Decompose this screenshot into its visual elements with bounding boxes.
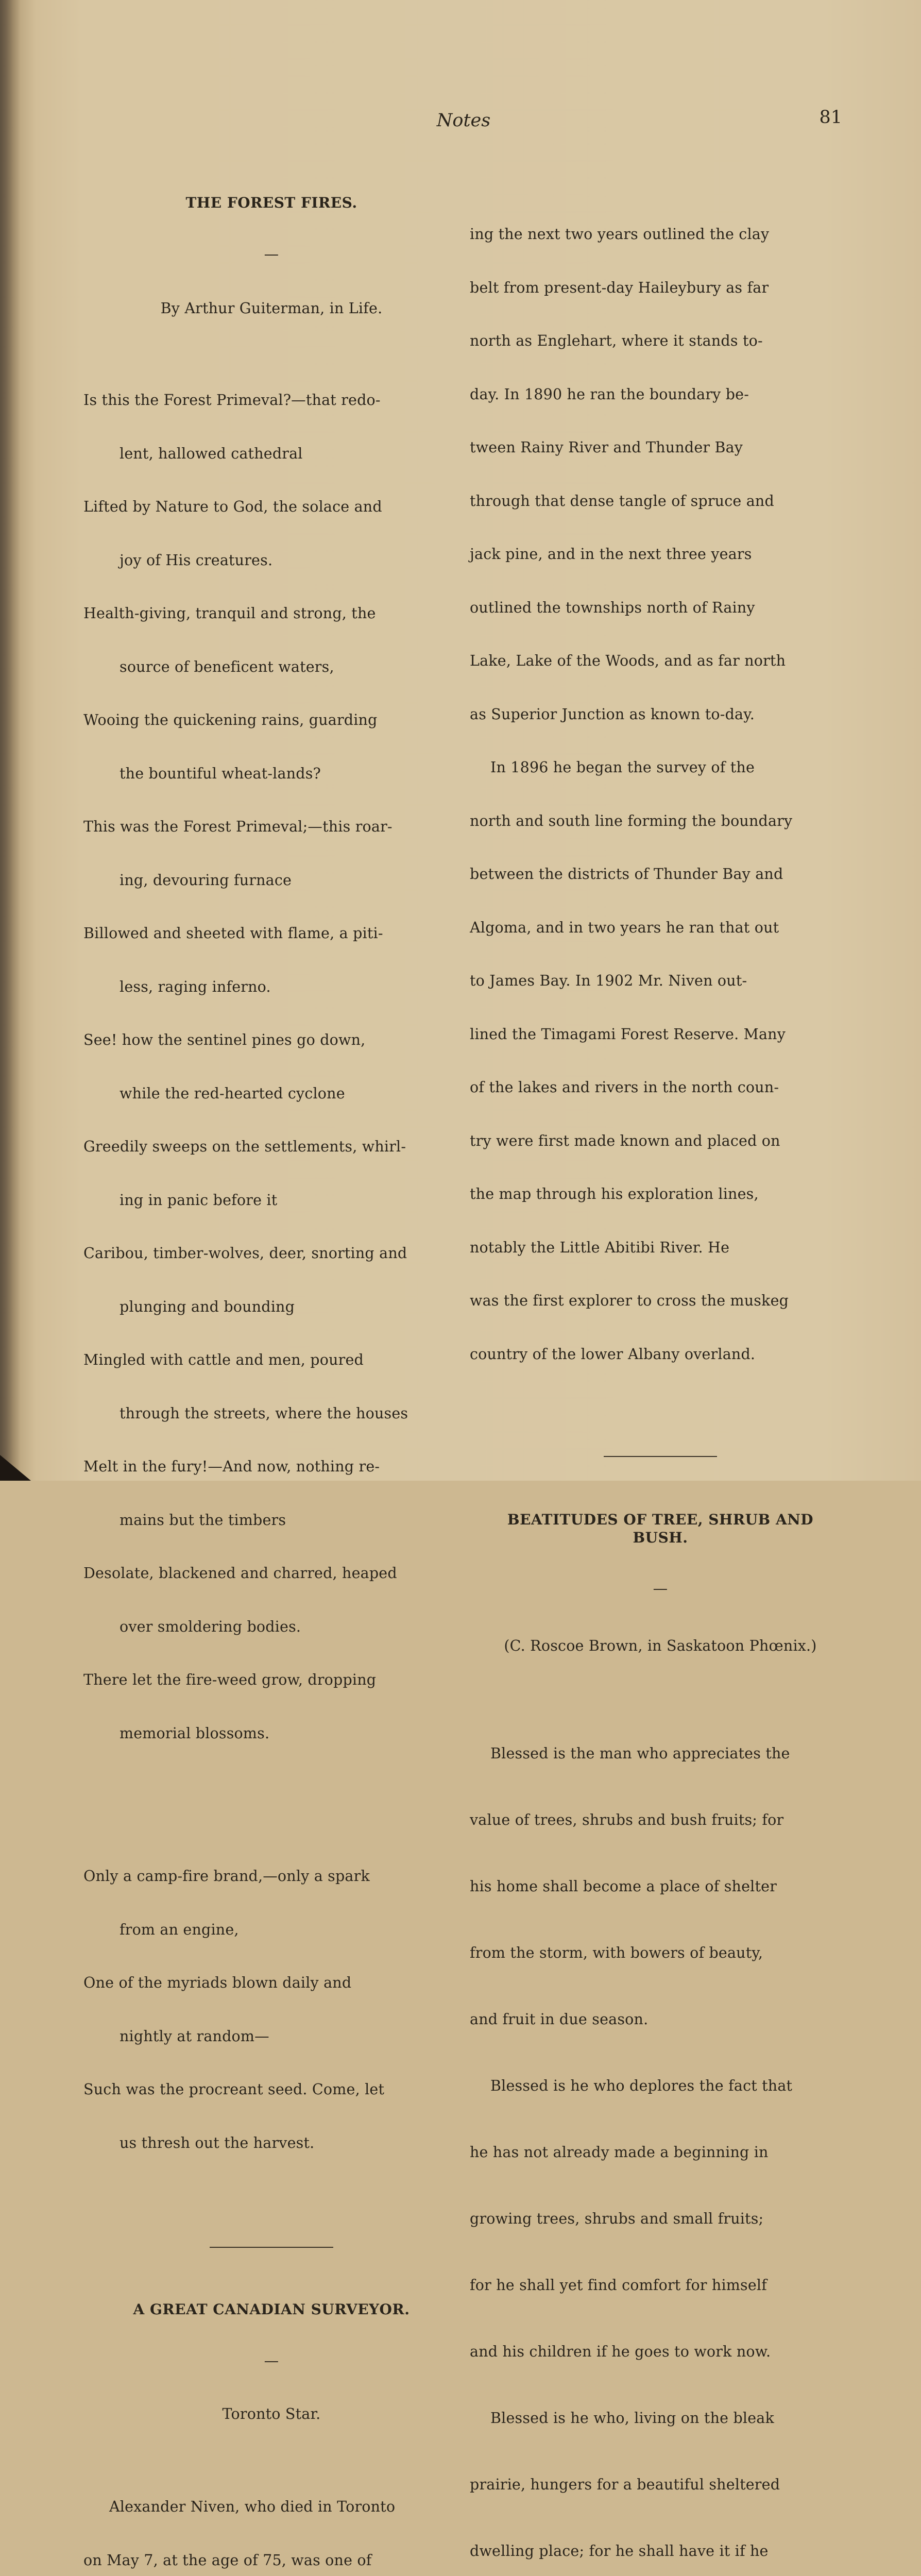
beatitudes-title-line-1: BEATITUDES OF TREE, SHRUB AND <box>470 1511 851 1529</box>
text-line: Alexander Niven, who died in Toronto <box>83 2498 459 2516</box>
text-line: his home shall become a place of shelter <box>470 1875 851 1897</box>
verse-line: while the red-hearted cyclone <box>83 1085 459 1103</box>
poem-stanza-2 <box>83 1832 459 2188</box>
article-source: Toronto Star. <box>83 2405 459 2424</box>
verse-line: Health-giving, tranquil and strong, the <box>83 605 459 623</box>
verse-line: less, raging inferno. <box>83 978 459 996</box>
verse-line: over smoldering bodies. <box>83 1618 459 1636</box>
text-line: on May 7, at the age of 75, was one of <box>83 2552 459 2570</box>
article-continued <box>470 190 851 1399</box>
text-line: north and south line forming the boundary <box>470 812 851 831</box>
text-line: try were first made known and placed on <box>470 1132 851 1150</box>
text-line: Algoma, and in two years he ran that out <box>470 919 851 937</box>
text-line: outlined the townships north of Rainy <box>470 599 851 617</box>
verse-line: the bountiful wheat-lands? <box>83 765 459 783</box>
verse-line: nightly at random— <box>83 2028 459 2046</box>
verse-line: lent, hallowed cathedral <box>83 445 459 463</box>
text-line: between the districts of Thunder Bay and <box>470 866 851 884</box>
text-line: tween Rainy River and Thunder Bay <box>470 439 851 457</box>
verse-line: Billowed and sheeted with flame, a piti- <box>83 925 459 943</box>
verse-line: ing in panic before it <box>83 1192 459 1210</box>
text-line: dwelling place; for he shall have it if he <box>470 2540 851 2562</box>
beatitudes-source: (C. Roscoe Brown, in Saskatoon Phœnix.) <box>470 1637 851 1655</box>
text-line: Blessed is he who deplores the fact that <box>470 2075 851 2097</box>
article-title: A GREAT CANADIAN SURVEYOR. <box>83 2301 459 2319</box>
article-body <box>83 2463 459 2576</box>
beatitudes-title <box>470 1511 851 1547</box>
title-dash: — <box>83 248 459 262</box>
verse-line: source of beneficent waters, <box>83 658 459 676</box>
verse-line: through the streets, where the houses <box>83 1405 459 1423</box>
verse-line: This was the Forest Primeval;—this roar- <box>83 818 459 836</box>
page-corner-shadow <box>0 1455 31 1481</box>
verse-line: Wooing the quickening rains, guarding <box>83 711 459 730</box>
text-line: and his children if he goes to work now. <box>470 2341 851 2363</box>
section-divider <box>604 1456 717 1457</box>
text-line: and fruit in due season. <box>470 2008 851 2030</box>
text-line: country of the lower Albany overland. <box>470 1346 851 1364</box>
text-line: day. In 1890 he ran the boundary be- <box>470 386 851 404</box>
text-line: In 1896 he began the survey of the <box>470 759 851 777</box>
verse-line: from an engine, <box>83 1921 459 1939</box>
text-line: for he shall yet find comfort for himself <box>470 2274 851 2296</box>
beatitudes-body <box>470 1698 851 2576</box>
text-line: as Superior Junction as known to-day. <box>470 706 851 724</box>
text-line: he has not already made a beginning in <box>470 2141 851 2163</box>
verse-line: Such was the procreant seed. Come, let <box>83 2081 459 2099</box>
text-line: value of trees, shrubs and bush fruits; for <box>470 1809 851 1831</box>
poem-title: THE FOREST FIRES. <box>83 194 459 212</box>
text-line: Blessed is the man who appreciates the <box>470 1742 851 1765</box>
verse-line: There let the fire-weed grow, dropping <box>83 1671 459 1689</box>
verse-line: Greedily sweeps on the settlements, whirl- <box>83 1138 459 1156</box>
text-line: of the lakes and rivers in the north coun- <box>470 1079 851 1097</box>
text-line: notably the Little Abitibi River. He <box>470 1239 851 1257</box>
title-dash: — <box>83 2354 459 2369</box>
text-line: through that dense tangle of spruce and <box>470 493 851 511</box>
text-line: from the storm, with bowers of beauty, <box>470 1942 851 1964</box>
verse-line: joy of His creatures. <box>83 552 459 570</box>
verse-line: Melt in the fury!—And now, nothing re- <box>83 1458 459 1476</box>
verse-line: plunging and bounding <box>83 1298 459 1316</box>
verse-line: mains but the timbers <box>83 1512 459 1530</box>
text-line: prairie, hungers for a beautiful sheltered <box>470 2473 851 2496</box>
verse-line: Mingled with cattle and men, poured <box>83 1351 459 1369</box>
verse-line: memorial blossoms. <box>83 1725 459 1743</box>
verse-line: Only a camp-fire brand,—only a spark <box>83 1868 459 1886</box>
verse-line: One of the myriads blown daily and <box>83 1974 459 1992</box>
text-line: lined the Timagami Forest Reserve. Many <box>470 1026 851 1044</box>
text-line: Lake, Lake of the Woods, and as far north <box>470 652 851 670</box>
text-line: jack pine, and in the next three years <box>470 546 851 564</box>
text-line: belt from present-day Haileybury as far <box>470 279 851 297</box>
verse-line: Lifted by Nature to God, the solace and <box>83 498 459 516</box>
text-line: growing trees, shrubs and small fruits; <box>470 2208 851 2230</box>
poem-byline: By Arthur Guiterman, in Life. <box>83 300 459 318</box>
left-column <box>83 159 459 2576</box>
poem-stanza-1 <box>83 356 459 1778</box>
verse-line: ing, devouring furnace <box>83 872 459 890</box>
text-line: to James Bay. In 1902 Mr. Niven out- <box>470 972 851 990</box>
verse-line: See! how the sentinel pines go down, <box>83 1031 459 1049</box>
text-line: north as Englehart, where it stands to- <box>470 332 851 350</box>
binding-shadow <box>0 0 21 1481</box>
beatitudes-title-line-2: BUSH. <box>470 1529 851 1547</box>
verse-line: us thresh out the harvest. <box>83 2134 459 2153</box>
verse-line: Is this the Forest Primeval?—that redo- <box>83 392 459 410</box>
title-dash: — <box>470 1582 851 1597</box>
page-number: 81 <box>811 107 842 128</box>
verse-line: Caribou, timber-wolves, deer, snorting and <box>83 1245 459 1263</box>
running-header: Notes <box>433 110 494 131</box>
verse-line: Desolate, blackened and charred, heaped <box>83 1565 459 1583</box>
text-line: the map through his exploration lines, <box>470 1185 851 1204</box>
section-divider <box>210 2247 333 2248</box>
text-line: was the first explorer to cross the muskeg <box>470 1292 851 1310</box>
right-column <box>470 155 851 2576</box>
text-line: Blessed is he who, living on the bleak <box>470 2407 851 2429</box>
text-line: ing the next two years outlined the clay <box>470 226 851 244</box>
